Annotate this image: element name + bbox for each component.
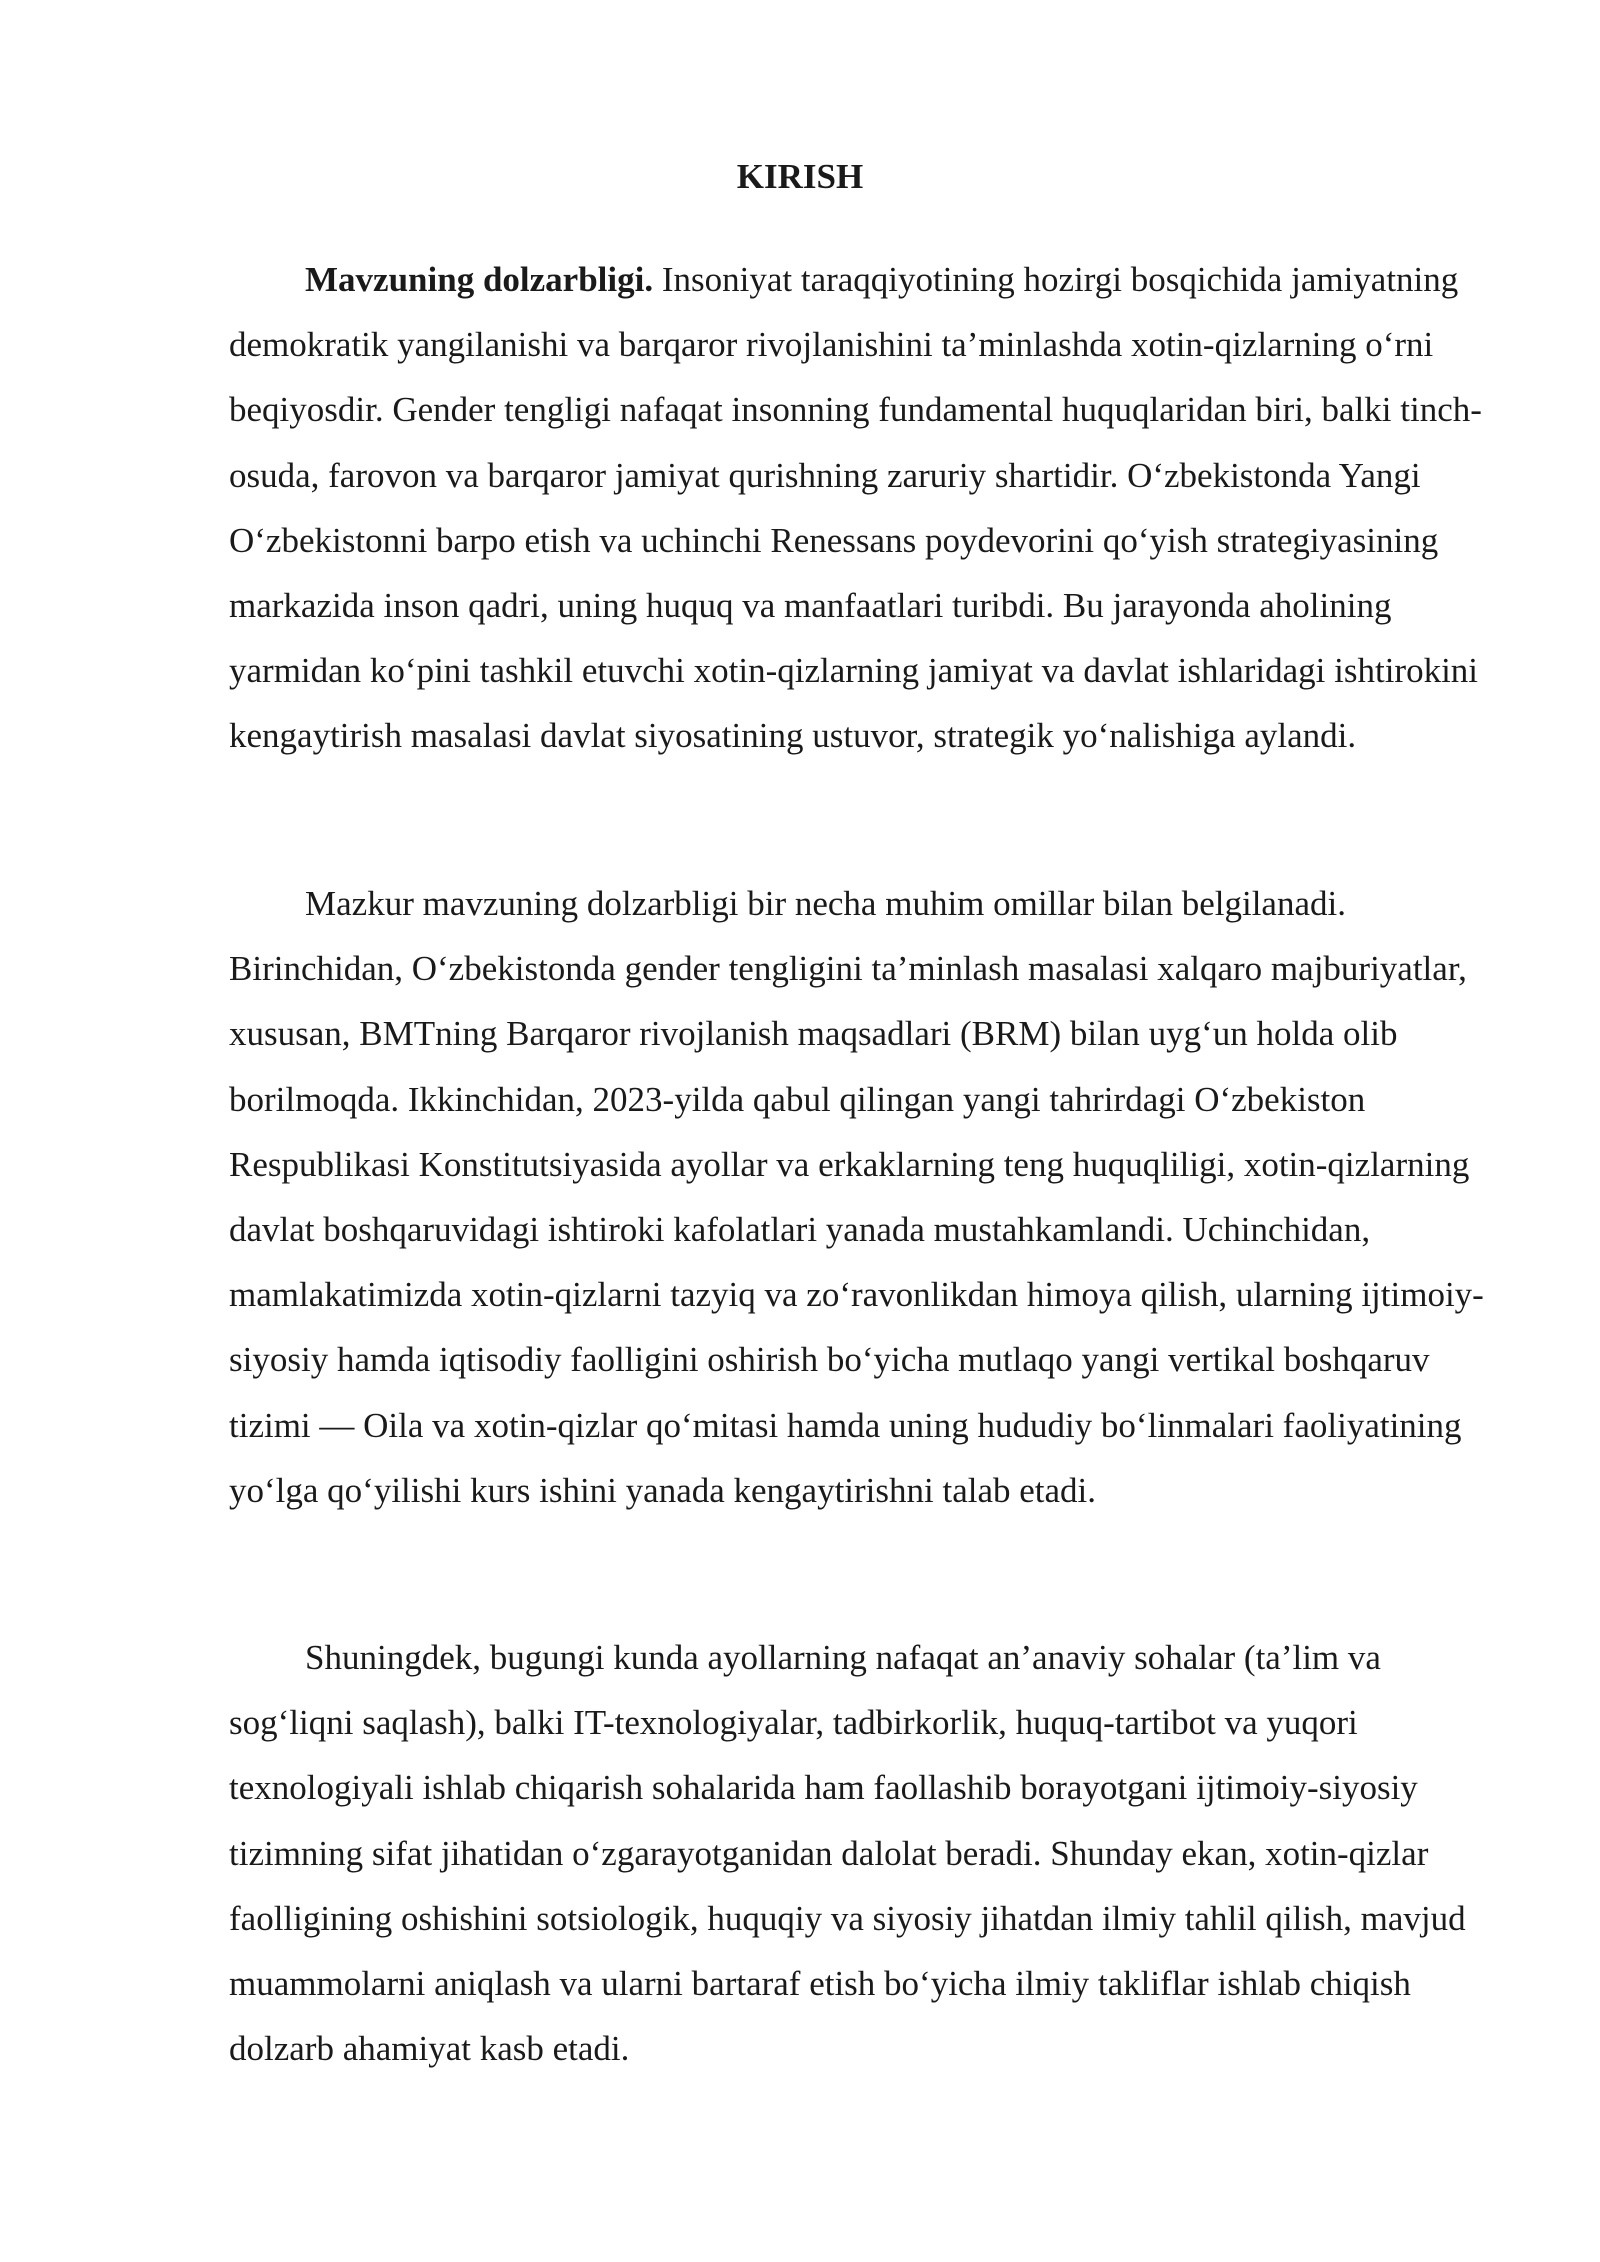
- paragraph-factors: Mazkur mavzuning dolzarbligi bir necha muhim omillar bilan belgilanadi. Birinchidan, O‘zbekistonda gender tengligini ta’minlash masalasi xalqaro majburiyatlar, xususan, BMTning Barqaror rivojlanish maqsadlari (BRM) bilan uyg‘un holda olib borilmoqda. Ikkinchidan, 2023-yilda qabul qilingan yangi tahrirdagi O‘zbekiston Respublikasi Konstitutsiyasida ayollar va erkaklarning teng huquqliligi, xotin-qizlarning davlat boshqaruvidagi ishtiroki kafolatlari yanada mustahkamlandi. Uchinchidan, mamlakatimizda xotin-qizlarni tazyiq va zo‘ravonlikdan himoya qilish, ularning ijtimoiy-siyosiy hamda iqtisodiy faolligini oshirish bo‘yicha mutlaqo yangi vertikal boshqaruv tizimi — Oila va xotin-qizlar qo‘mitasi hamda uning hududiy bo‘linmalari faoliyatining yo‘lga qo‘yilishi kurs ishini yanada kengaytirishni talab etadi.: [229, 884, 1484, 1510]
- paragraph-body-text: Insoniyat taraqqiyotining hozirgi bosqichida jamiyatning demokratik yangilanishi va barqaror rivojlanishini ta’minlashda xotin-qizlarning o‘rni beqiyosdir. Gender tengligi nafaqat insonning fundamental huquqlaridan biri, balki tinch-osuda, farovon va barqaror jamiyat qurishning zaruriy shartidir. O‘zbekistonda Yangi O‘zbekistonni barpo etish va uchinchi Renessans poydevorini qo‘yish strategiyasining markazida inson qadri, uning huquq va manfaatlari turibdi. Bu jarayonda aholining yarmidan ko‘pini tashkil etuvchi xotin-qizlarning jamiyat va davlat ishlaridagi ishtirokini kengaytirish masalasi davlat siyosatining ustuvor, strategik yo‘nalishiga aylandi.: [229, 260, 1482, 756]
- paragraph-relevance: [229, 247, 1489, 769]
- paragraph-conclusion: Shuningdek, bugungi kunda ayollarning nafaqat an’anaviy sohalar (ta’lim va sog‘liqni saqlash), balki IT-texnologiyalar, tadbirkorlik, huquq-tartibot va yuqori texnologiyali ishlab chiqarish sohalarida ham faollashib borayotgani ijtimoiy-siyosiy tizimning sifat jihatidan o‘zgarayotganidan dalolat beradi. Shunday ekan, xotin-qizlar faolligining oshishini sotsiologik, huquqiy va siyosiy jihatdan ilmiy tahlil qilish, mavjud muammolarni aniqlash va ularni bartaraf etish bo‘yicha ilmiy takliflar ishlab chiqish dolzarb ahamiyat kasb etadi.: [229, 1638, 1466, 2069]
- section-title: KIRISH: [736, 157, 864, 196]
- paragraph-lead-heading: Mavzuning dolzarbligi.: [305, 260, 654, 299]
